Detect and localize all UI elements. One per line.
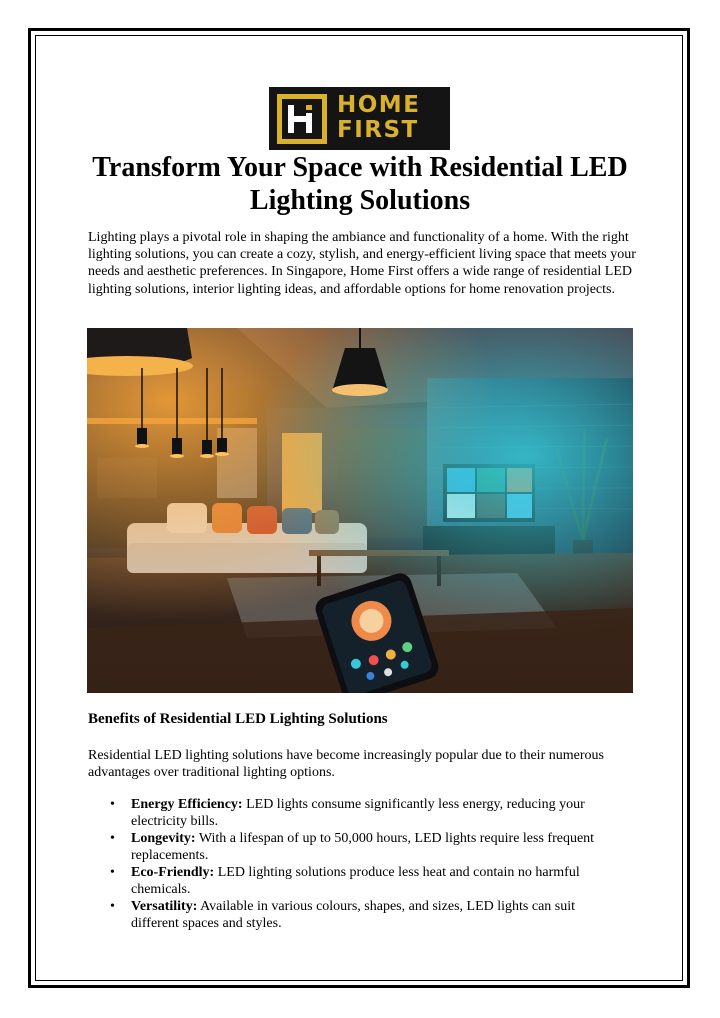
benefit-term: Energy Efficiency: [131,797,243,812]
logo-wordmark [337,93,447,143]
benefits-list [88,796,618,932]
logo-line-2: FIRST [337,117,419,143]
logo-mark-icon [277,94,327,144]
benefit-term: Longevity: [131,831,196,846]
benefits-heading: Benefits of Residential LED Lighting Solutions [88,711,388,727]
benefit-text: Available in various colours, shapes, and sizes, LED lights can suit different spaces and styles. [131,899,576,931]
benefit-term: Versatility: [131,899,198,914]
benefit-term: Eco-Friendly: [131,865,215,880]
intro-paragraph: Lighting plays a pivotal role in shaping the ambiance and functionality of a home. With the right lighting solutions, you can create a cozy, stylish, and energy-efficient living space that meets your needs and aesthetic preferences. In Singapore, Home First offers a wide range of residential LED lighting solutions, interior lighting ideas, and affordable options for home renovation projects. [88,230,636,297]
list-item [88,898,618,932]
list-item [88,796,618,830]
list-item [88,830,618,864]
logo-line-1: HOME [337,92,421,118]
living-room-illustration [87,328,633,693]
benefit-text: LED lighting solutions produce less heat and contain no harmful chemicals. [131,865,580,897]
home-first-logo [269,87,450,150]
benefit-text: With a lifespan of up to 50,000 hours, LED lights require less frequent replacements. [131,831,595,863]
benefit-text: LED lights consume significantly less energy, reducing your electricity bills. [131,797,585,829]
hero-image-living-room [87,328,633,693]
page-title: Transform Your Space with Residential LED Lighting Solutions [92,152,628,216]
benefits-intro-paragraph: Residential LED lighting solutions have become increasingly popular due to their numerous advantages over traditional lighting options. [88,748,604,781]
list-item [88,864,618,898]
